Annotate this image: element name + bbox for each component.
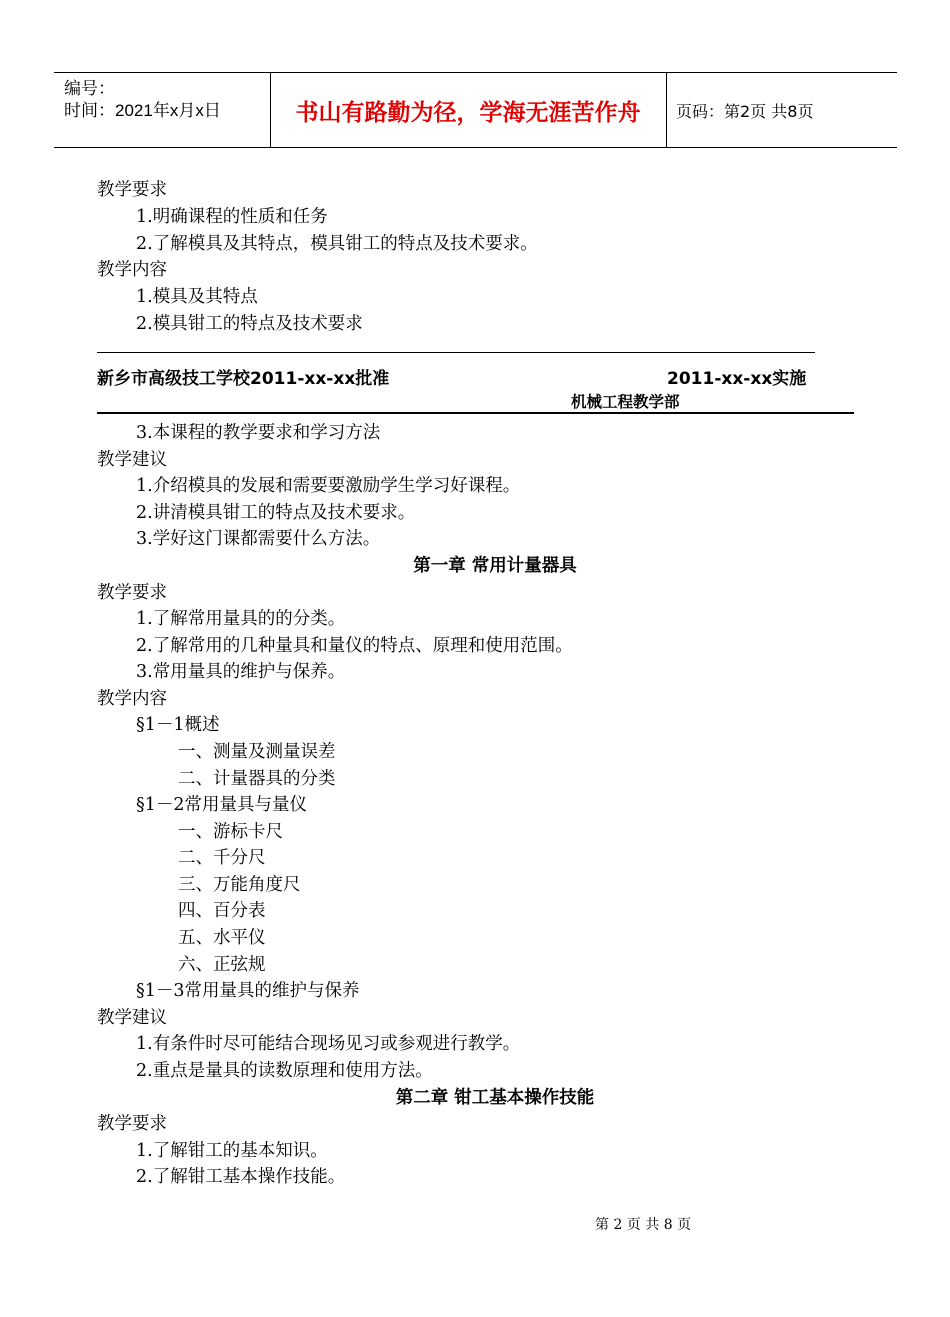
chapter-title: 第二章 钳工基本操作技能 xyxy=(395,1088,595,1108)
list-item: 2.了解钳工基本操作技能。 xyxy=(136,1167,346,1187)
list-item: 2.模具钳工的特点及技术要求 xyxy=(136,314,363,334)
list-item: 1.介绍模具的发展和需要要激励学生学习好课程。 xyxy=(136,476,521,496)
approval-implement: 2011-xx-xx实施 xyxy=(667,369,807,389)
section-heading: 教学要求 xyxy=(97,180,167,200)
chapter-title: 第一章 常用计量器具 xyxy=(413,556,577,576)
list-item: 三、万能角度尺 xyxy=(178,875,301,895)
header-table xyxy=(54,72,897,148)
header-meta xyxy=(64,78,221,122)
section-heading: 教学要求 xyxy=(97,583,167,603)
list-item: 1.有条件时尽可能结合现场见习或参观进行教学。 xyxy=(136,1034,521,1054)
page-footer: 第 2 页 共 8 页 xyxy=(595,1217,692,1233)
subsection-title: §1－3常用量具的维护与保养 xyxy=(136,981,360,1001)
section-heading: 教学要求 xyxy=(97,1114,167,1134)
list-item: 1.明确课程的性质和任务 xyxy=(136,207,328,227)
divider xyxy=(97,352,815,353)
list-item: 2.讲清模具钳工的特点及技术要求。 xyxy=(136,503,416,523)
list-item: 1.了解钳工的基本知识。 xyxy=(136,1141,328,1161)
number-label: 编号： xyxy=(64,79,115,98)
list-item: 3.本课程的教学要求和学习方法 xyxy=(136,423,381,443)
approval-school: 新乡市高级技工学校2011-xx-xx批准 xyxy=(97,369,390,389)
header-motto: 书山有路勤为径，学海无涯苦作舟 xyxy=(295,99,641,126)
time-label: 时间：2021年x月x日 xyxy=(64,101,221,120)
header-page-info: 页码：第2页 共8页 xyxy=(676,102,814,121)
list-item: 3.学好这门课都需要什么方法。 xyxy=(136,529,381,549)
list-item: 2.了解常用的几种量具和量仪的特点、原理和使用范围。 xyxy=(136,636,573,656)
list-item: 五、水平仪 xyxy=(178,928,266,948)
list-item: 1.模具及其特点 xyxy=(136,287,258,307)
list-item: 四、百分表 xyxy=(178,901,266,921)
list-item: 3.常用量具的维护与保养。 xyxy=(136,662,346,682)
section-heading: 教学建议 xyxy=(97,1008,167,1028)
approval-dept: 机械工程教学部 xyxy=(571,393,680,411)
header-divider xyxy=(666,73,667,147)
section-heading: 教学建议 xyxy=(97,450,167,470)
list-item: 一、测量及测量误差 xyxy=(178,742,336,762)
section-heading: 教学内容 xyxy=(97,260,167,280)
subsection-title: §1－1概述 xyxy=(136,715,220,735)
section-heading: 教学内容 xyxy=(97,689,167,709)
subsection-title: §1－2常用量具与量仪 xyxy=(136,795,308,815)
list-item: 一、游标卡尺 xyxy=(178,822,283,842)
list-item: 1.了解常用量具的的分类。 xyxy=(136,609,346,629)
list-item: 二、计量器具的分类 xyxy=(178,769,336,789)
list-item: 六、正弦规 xyxy=(178,955,266,975)
list-item: 2.了解模具及其特点，模具钳工的特点及技术要求。 xyxy=(136,234,538,254)
list-item: 二、千分尺 xyxy=(178,848,266,868)
list-item: 2.重点是量具的读数原理和使用方法。 xyxy=(136,1061,433,1081)
divider xyxy=(97,412,854,414)
